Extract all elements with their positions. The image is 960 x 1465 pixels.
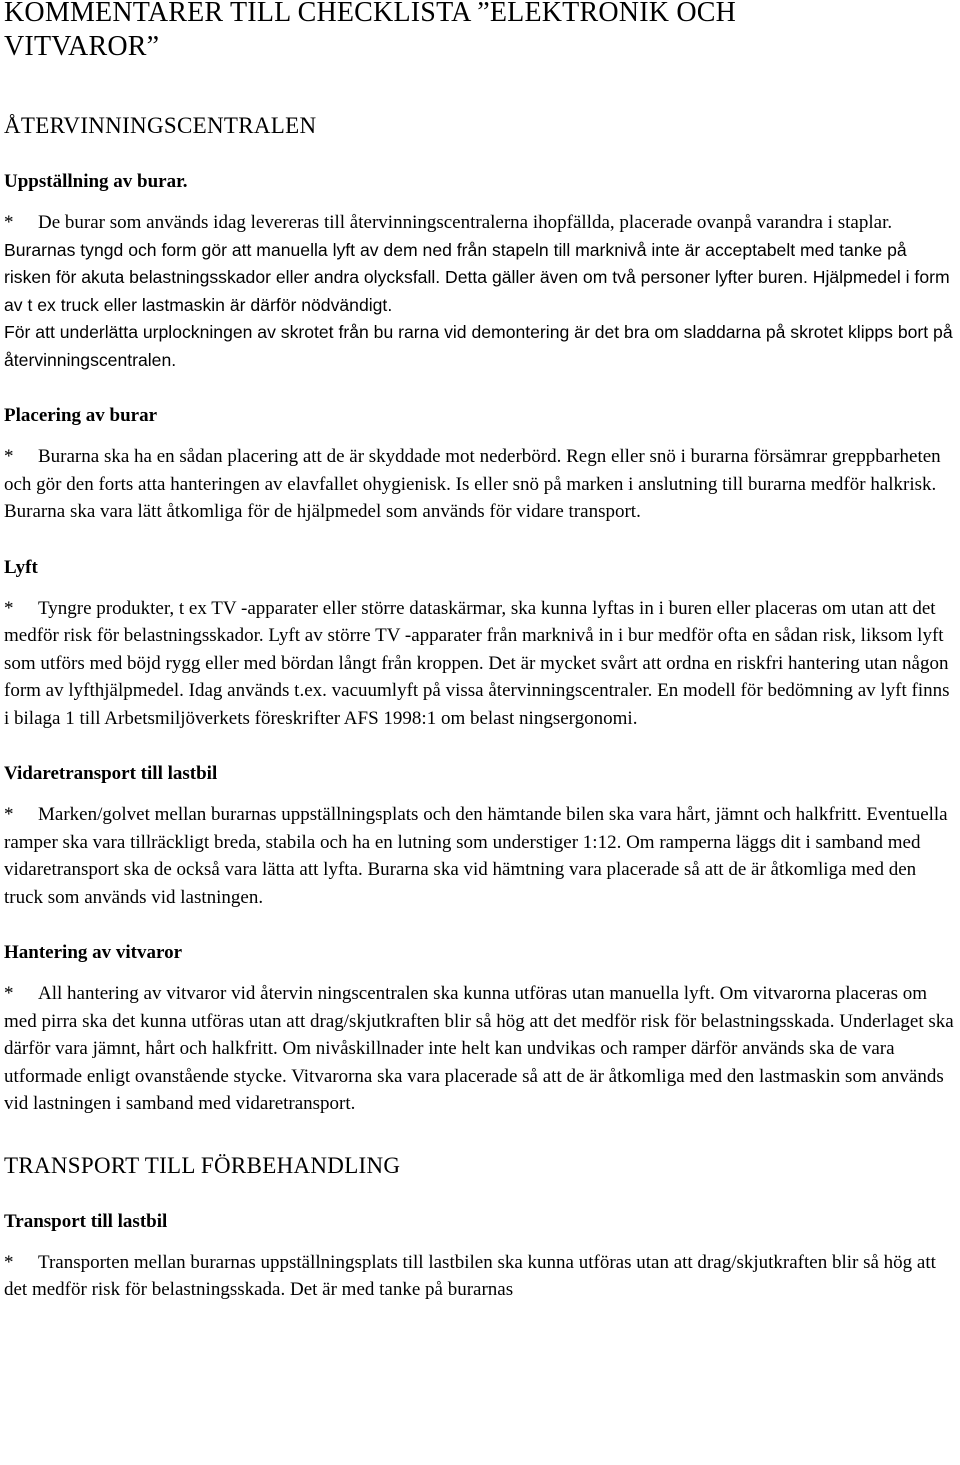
heading-hantering-vitvaror: Hantering av vitvaror [4, 942, 183, 963]
heading-lyft: Lyft [4, 556, 38, 578]
title-line-1: KOMMENTARER TILL CHECKLISTA ”ELEKTRONIK OCH [4, 0, 737, 28]
heading-transport-lastbil: Transport till lastbil [4, 1210, 168, 1232]
paragraph-lyft-text: Tyngre produkter, t ex TV -apparater eller större dataskärmar, ska kunna lyftas in i buren eller placeras om utan att det medför risk för belastningsskador. Lyft av större TV -apparater från marknivå in i bur medför ofta en sådan risk, liksom lyft som utförs med böjd rygg eller med bördan långt från kroppen. Det är mycket svårt att ordna en riskfri hantering utan någon form av lyfthjälpmedel. Idag används t.ex. vacuumlyft på vissa återvinningscentraler. En modell för bedömning av lyft finns i bilaga 1 till Arbetsmiljöverkets föreskrifter AFS 1998:1 om belast ningsergonomi. [4, 597, 950, 729]
document-page [4, 0, 954, 1304]
paragraph-placering [4, 443, 954, 526]
paragraph-vidaretransport-text: Marken/golvet mellan burarnas uppställningsplats och den hämtande bilen ska vara hårt, jämnt och halkfritt. Eventuella ramper ska vara tillräckligt breda, stabila och ha en lutning som understiger 1:12. Om ramperna läggs dit i samband med vidaretransport ska de också vara lätta att lyfta. Burarna ska vid hämtning vara placerade så att de är åtkomliga med den truck som används vid lastningen. [4, 804, 948, 908]
bullet-marker: * [4, 983, 14, 1004]
paragraph-uppstallning-serif: De burar som används idag levereras till återvinningscentralerna ihopfällda, placerade ovanpå varandra i staplar. [38, 212, 893, 233]
paragraph-placering-text: Burarna ska ha en sådan placering att de är skyddade mot nederbörd. Regn eller snö i burarna försämrar greppbarheten och gör den forts atta hanteringen av elavfallet ohygienisk. Is eller snö på marken i anslutning till burarna medför halkrisk. Burarna ska vara lätt åtkomliga för de hjälpmedel som används för vidare transport. [4, 446, 941, 522]
paragraph-transport-lastbil [4, 1249, 954, 1304]
paragraph-vidaretransport [4, 801, 954, 911]
bullet-marker: * [4, 446, 14, 467]
title-line-2: VITVAROR” [4, 31, 160, 62]
heading-uppstallning: Uppställning av burar. [4, 171, 188, 192]
bullet-marker: * [4, 212, 14, 233]
bullet-marker: * [4, 597, 14, 619]
paragraph-hantering-vitvaror-text: All hantering av vitvaror vid återvin ningscentralen ska kunna utföras utan manuella lyft. Om vitvarorna placeras om med pirra ska det kunna utföras utan att drag/skjutkraften blir så hög att det medför risk för belastningsskada. Underlaget ska därför vara jämnt, hårt och halkfritt. Om nivåskillnader inte helt kan undvikas och ramper därför används ska de vara utformade enligt ovanstående stycke. Vitvarorna ska vara placerade så att de är åtkomliga med den lastmaskin som används vid lastningen i samband med vidaretransport. [4, 983, 954, 1114]
paragraph-urplockning: För att underlätta urplockningen av skrotet från bu rarna vid demontering är det bra om sladdarna på skrotet klipps bort på återvinningscentralen. [4, 322, 953, 370]
section-title-atervinningscentralen: ÅTERVINNINGSCENTRALEN [4, 113, 317, 138]
section-title-transport-forbehandling: TRANSPORT TILL FÖRBEHANDLING [4, 1152, 401, 1178]
heading-vidaretransport: Vidaretransport till lastbil [4, 763, 218, 784]
bullet-marker: * [4, 804, 14, 825]
document-title [4, 0, 954, 64]
heading-placering: Placering av burar [4, 405, 158, 426]
paragraph-uppstallning-sans: Burarnas tyngd och form gör att manuella lyft av dem ned från stapeln till marknivå inte är acceptabelt med tanke på risken för akuta belastningsskador eller andra olycksfall. Detta gäller även om två personer lyfter buren. Hjälpmedel i form av t ex truck eller lastmaskin är därför nödvändigt. [4, 239, 950, 315]
paragraph-lyft [4, 595, 954, 733]
paragraph-uppstallning [4, 209, 954, 319]
paragraph-hantering-vitvaror [4, 980, 954, 1118]
paragraph-transport-lastbil-text: Transporten mellan burarnas uppställningsplats till lastbilen ska kunna utföras utan att drag/skjutkraften blir så hög att det medför risk för belastningsskada. Det är med tanke på burarnas [4, 1251, 936, 1300]
bullet-marker: * [4, 1251, 14, 1273]
